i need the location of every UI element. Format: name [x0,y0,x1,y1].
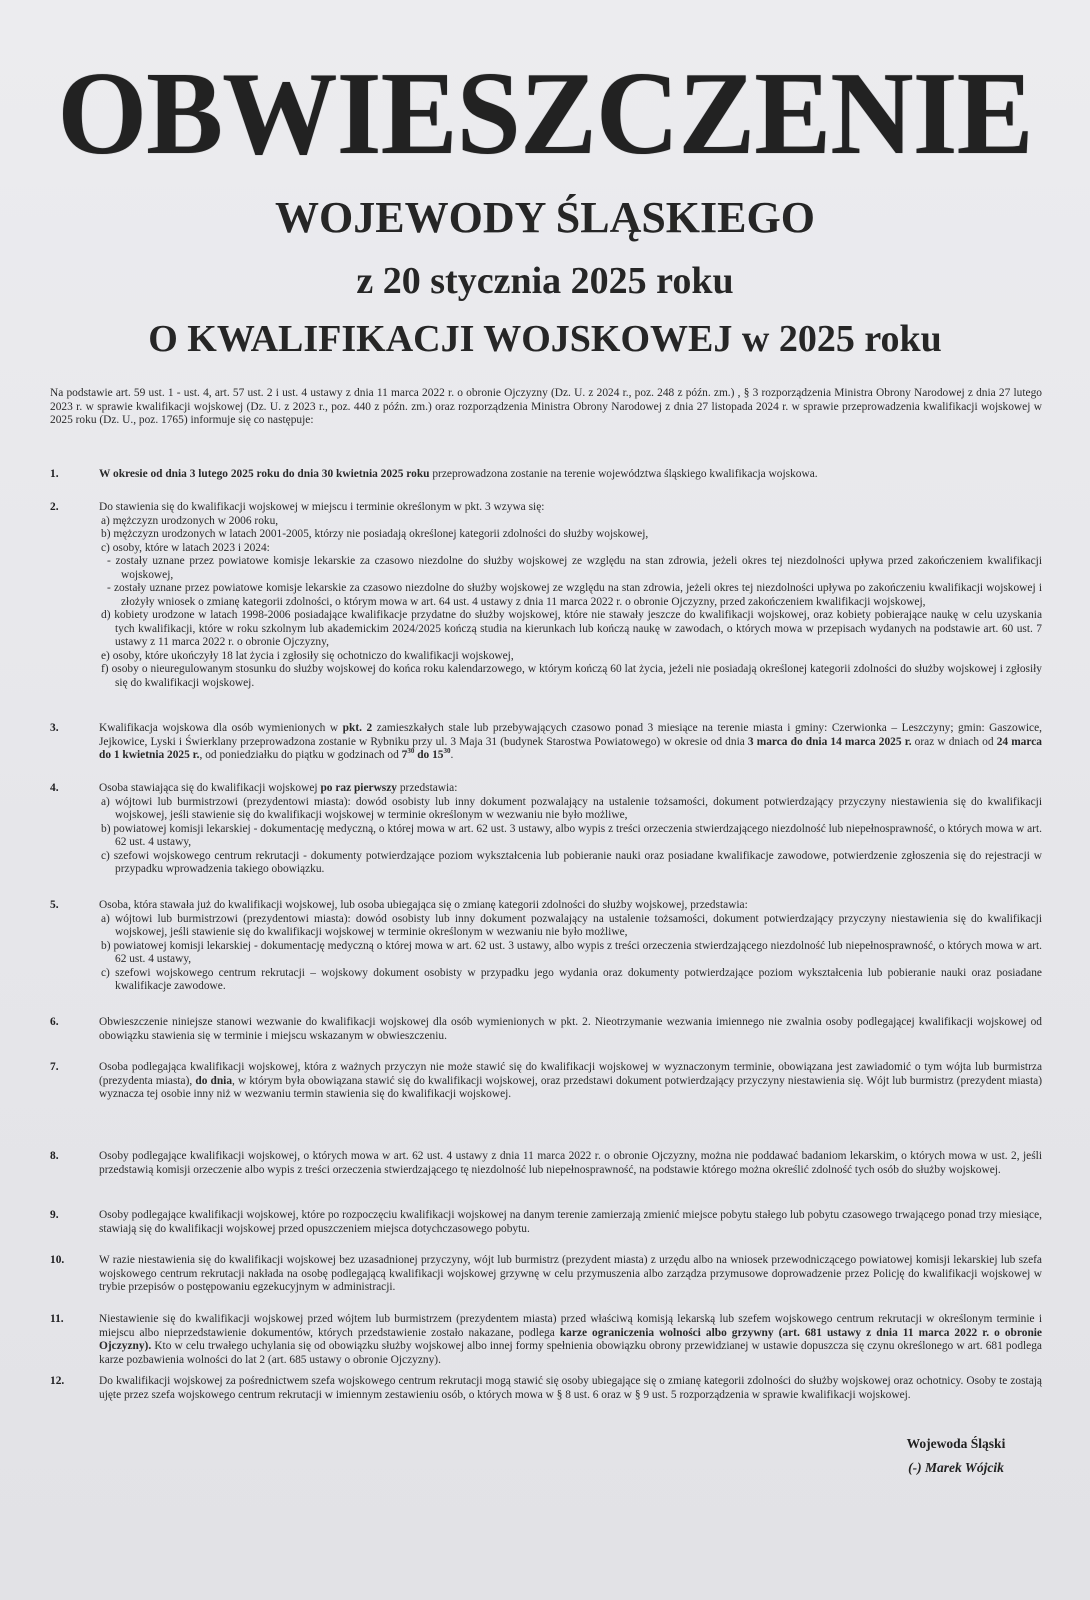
page-title: OBWIESZCZENIE [57,47,1033,179]
sub-item-b: b) powiatowej komisji lekarskiej - dokumentację medyczną o której mowa w art. 62 ust. 3 ustawy, albo wypis z treści orzeczenia stwierdzającego niezdolność lub niepełnosprawność, o których mowa w art. 62 ust. 4 ustawy, [101,939,1042,965]
item-number: 2. [50,501,59,513]
sub-item-f: f) osoby o nieuregulowanym stosunku do służby wojskowej do końca roku kalendarzowego, w którym kończą 60 lat życia, jeżeli nie posiadają określonej kategorii zdolności do służby wojskowej i zgłosiły się do kwalifikacji wojskowej. [101,663,1042,689]
legal-basis-intro: Na podstawie art. 59 ust. 1 - ust. 4, art. 57 ust. 2 i ust. 4 ustawy z dnia 11 marca 2022 r. o obronie Ojczyzny (Dz. U. z 2024 r., poz. 248 z późn. zm.) , § 3 rozporządzenia Ministra Obrony Narodowej z dnia 27 lutego 2023 r. w sprawie kwalifikacji wojskowej (Dz. U. z 2023 r., poz. 440 z późn. zm.) oraz rozporządzenia Ministra Obrony Narodowej z dnia 27 listopada 2024 r. w sprawie przeprowadzenia kwalifikacji wojskowej w 2025 roku (Dz. U., poz. 1765) informuje się co następuje: [50,387,1042,426]
issue-date: z 20 stycznia 2025 roku [356,260,734,302]
item-number: 9. [50,1209,59,1221]
item-number: 1. [50,468,59,480]
item-number: 11. [50,1313,64,1325]
sub-item-c: c) szefowi wojskowego centrum rekrutacji - dokumenty potwierdzające poziom wykształcenia lub pobieranie nauki oraz posiadane kwalifikacje zawodowe, potwierdzenie zgłoszenia się do rejestracji w przypadku wprowadzenia takiego obowiązku. [101,849,1042,875]
signature-block [856,1432,1056,1480]
hours-start: $7^{30}$ do $15^{30}$ [401,747,451,761]
topic-title: O KWALIFIKACJI WOJSKOWEJ w 2025 roku [148,318,942,360]
item-text: Kwalifikacja wojskowa dla osób wymienionych w pkt. 2 zamieszkałych stale lub przebywających czasowo ponad 3 miesiące na terenie miasta i gminy: Czerwionka – Leszczyny; gmin: Gaszowice, Jejkowice, Lyski i Świerklany przeprowadzona zostanie w Rybniku przy ul. 3 Maja 31 (budynek Starostwa Powiatowego) w okresie od dnia 3 marca do dnia 14 marca 2025 r. oraz w dniach od 24 marca do 1 kwietnia 2025 r., od poniedziałku do piątku w godzinach od $7^{30}$ do $15^{30}$. [99,722,1043,761]
item-number: 3. [50,722,59,734]
item-number: 4. [50,782,59,794]
sub-item-a: a) wójtowi lub burmistrzowi (prezydentowi miasta): dowód osobisty lub inny dokument pozwalający na ustalenie tożsamości, dokument potwierdzający przyczyny niestawienia się do kwalifikacji wojskowej, jeśli stawienie się do kwalifikacji wojskowej w terminie określonym w wezwaniu nie było możliwe, [101,795,1042,821]
item-text: Niestawienie się do kwalifikacji wojskowej przed wójtem lub burmistrzem (prezydentem miasta) przed właściwą komisją lekarską lub szefem wojskowego centrum rekrutacji w określonym terminie i miejscu albo nieprzedstawienie dokumentów, których przedstawienie zostało nakazane, podlega karze ograniczenia wolności albo grzywny (art. 681 ustawy z dnia 11 marca 2022 r. o obronie Ojczyzny). Kto w celu trwałego uchylania się od obowiązku służby wojskowej albo innej formy spełnienia obowiązku obrony przewidzianej w ustawie dopuszcza się czynu określonego w art. 681 podlega karze pozbawienia wolności do lat 2 (art. 685 ustawy o obronie Ojczyzny). [99,1313,1042,1366]
sub-item-c-dash-1: - zostały uznane przez powiatowe komisje lekarskie za czasowo niezdolne do służby wojskowej ze względu na stan zdrowia, jeżeli okres tej niezdolności upływa przed zakończeniem kwalifikacji wojskowej, [107,555,1042,581]
sub-item-a: a) mężczyzn urodzonych w 2006 roku, [101,514,279,527]
item-text: W razie niestawienia się do kwalifikacji wojskowej bez uzasadnionej przyczyny, wójt lub burmistrz (prezydent miasta) z urzędu albo na wniosek przewodniczącego powiatowej komisji lekarskiej lub szefa wojskowego centrum rekrutacji nakłada na osobę podlegającą kwalifikacji wojskowej grzywnę w celu przymuszenia albo zarządza przymusowe doprowadzenie przez Policję do kwalifikacji wojskowej w trybie przepisów o postępowaniu egzekucyjnym w administracji. [99,1254,1042,1293]
sub-item-a: a) wójtowi lub burmistrzowi (prezydentowi miasta): dowód osobisty lub inny dokument pozwalający na ustalenie tożsamości, dokument potwierdzający przyczyny niestawienia się do kwalifikacji wojskowej, jeśli stawienie się do kwalifikacji wojskowej w terminie określonym w wezwaniu nie było możliwe, [101,912,1042,938]
sub-item-d: d) kobiety urodzone w latach 1998-2006 posiadające kwalifikacje przydatne do służby wojskowej, które nie stawały jeszcze do kwalifikacji wojskowej, oraz kobiety pobierające naukę w celu uzyskania tych kwalifikacji, które w roku szkolnym lub akademickim 2024/2025 kończą studia na kierunkach lub kończą naukę w zawodach, o których mowa w przepisach wydanych na podstawie art. 60 ust. 7 ustawy z 11 marca 2022 r. o obronie Ojczyzny, [101,609,1042,648]
item-text: Osoba, która stawała już do kwalifikacji wojskowej, lub osoba ubiegająca się o zmianę kategorii zdolności do służby wojskowej, przedstawia: a) wójtowi lub burmistrzowi (prezydentowi miasta): dowód osobisty lub inny dokument pozwalający na ustalenie tożsamości, dokument potwierdzający przyczyny niestawienia się do kwalifikacji wojskowej, jeśli stawienie się do kwalifikacji wojskowej w terminie określonym w wezwaniu nie było możliwe, b) powiatowej komisji lekarskiej - dokumentację medyczną o której mowa w art. 62 ust. 3 ustawy, albo wypis z treści orzeczenia stwierdzającego niezdolność lub niepełnosprawność, o których mowa w art. 62 ust. 4 ustawy, c) szefowi wojskowego centrum rekrutacji – wojskowy dokument osobisty w przypadku jego wydania oraz dokumenty potwierdzające poziom wykształcenia lub pobieranie nauki oraz posiadane kwalifikacje zawodowe. [99,899,1042,992]
sub-item-c: c) szefowi wojskowego centrum rekrutacji – wojskowy dokument osobisty w przypadku jego wydania oraz dokumenty potwierdzające poziom wykształcenia lub pobieranie nauki oraz posiadane kwalifikacje zawodowe. [101,966,1042,992]
signatory-name: (-) Marek Wójcik [908,1460,1004,1475]
item-number: 12. [50,1375,65,1387]
item-text: Obwieszczenie niniejsze stanowi wezwanie do kwalifikacji wojskowej dla osób wymienionych w pkt. 2. Nieotrzymanie wezwania imiennego nie zwalnia osoby podlegającej kwalifikacji wojskowej od obowiązku stawienia się w terminie i miejscu wskazanym w obwieszczeniu. [99,1016,1042,1042]
item-number: 6. [50,1016,59,1028]
signatory-role: Wojewoda Śląski [906,1436,1006,1451]
item-text: W okresie od dnia 3 lutego 2025 roku do dnia 30 kwietnia 2025 roku przeprowadzona zostanie na terenie województwa śląskiego kwalifikacja wojskowa. [99,468,818,480]
item-text: Osoby podlegające kwalifikacji wojskowej, o których mowa w art. 62 ust. 4 ustawy z dnia 11 marca 2022 r. o obronie Ojczyzny, można nie poddawać badaniom lekarskim, o których mowa w ust. 2, jeśli przedstawią komisji orzeczenie albo wypis z treści orzeczenia stwierdzającego tę niezdolność lub niepełnosprawność, na podstawie którego można określić zdolność tych osób do służby wojskowej. [99,1150,1042,1176]
item-number: 8. [50,1150,59,1162]
item-text: Osoba podlegająca kwalifikacji wojskowej, która z ważnych przyczyn nie może stawić się do kwalifikacji wojskowej w wyznaczonym terminie, obowiązana jest zawiadomić o tym wójta lub burmistrza (prezydenta miasta), do dnia, w którym była obowiązana stawić się do kwalifikacji wojskowej, oraz przedstawi dokument potwierdzający przyczyny niestawienia się. Wójt lub burmistrz (prezydent miasta) wyznacza tej osobie inny niż w wezwaniu termin stawienia się do kwalifikacji wojskowej. [99,1061,1042,1100]
item-text: Osoby podlegające kwalifikacji wojskowej, które po rozpoczęciu kwalifikacji wojskowej na danym terenie zamierzają zmienić miejsce pobytu stałego lub pobytu czasowego trwającego ponad trzy miesiące, stawiają się do kwalifikacji wojskowej przed opuszczeniem miejsca dotychczasowego pobytu. [99,1209,1042,1235]
item-number: 7. [50,1061,59,1073]
item-number: 5. [50,899,59,911]
sub-item-b: b) mężczyzn urodzonych w latach 2001-2005, którzy nie posiadają określonej kategorii zdolności do służby wojskowej, [101,528,649,540]
sub-item-b: b) powiatowej komisji lekarskiej - dokumentację medyczną, o której mowa w art. 62 ust. 3 ustawy, albo wypis z treści orzeczenia stwierdzającego niezdolność lub niepełnosprawność, o których mowa w art. 62 ust. 4 ustawy, [101,822,1042,848]
issuer-title: WOJEWODY ŚLĄSKIEGO [275,193,815,242]
item-text: Do stawienia się do kwalifikacji wojskowej w miejscu i terminie określonym w pkt. 3 wzywa się: a) mężczyzn urodzonych w 2006 roku, b) mężczyzn urodzonych w latach 2001-2005, którzy nie posiadają określonej kategorii zdolności do służby wojskowej, c) osoby, które w latach 2023 i 2024: - zostały uznane przez powiatowe komisje lekarskie za czasowo niezdolne do służby wojskowej ze względu na stan zdrowia, jeżeli okres tej niezdolności upływa przed zakończeniem kwalifikacji wojskowej, - zostały uznane przez powiatowe komisje lekarskie za czasowo niezdolne do służby wojskowej ze względu na stan zdrowia, jeżeli okres tej niezdolności upływa po zakończeniu kwalifikacji wojskowej i złożyły wniosek o zmianę kategorii zdolności, o którym mowa w art. 64 ust. 4 ustawy z dnia 11 marca 2022 r. o obronie Ojczyzny, przed zakończeniem kwalifikacji wojskowej, d) kobiety urodzone w latach 1998-2006 posiadające kwalifikacje przydatne do służby wojskowej, które nie stawały jeszcze do kwalifikacji wojskowej, oraz kobiety pobierające naukę w celu uzyskania tych kwalifikacji, które w roku szkolnym lub akademickim 2024/2025 kończą studia na kierunkach lub kończą naukę w zawodach, o których mowa w przepisach wydanych na podstawie art. 60 ust. 7 ustawy z 11 marca 2022 r. o obronie Ojczyzny, e) osoby, które ukończyły 18 lat życia i zgłosiły się ochotniczo do kwalifikacji wojskowej, f) osoby o nieuregulowanym stosunku do służby wojskowej do końca roku kalendarzowego, w którym kończą 60 lat życia, jeżeli nie posiadają określonej kategorii zdolności do służby wojskowej i zgłosiły się do kwalifikacji wojskowej. [99,501,1042,689]
item-number: 10. [50,1254,65,1266]
sub-item-c-dash-2: - zostały uznane przez powiatowe komisje lekarskie za czasowo niezdolne do służby wojskowej ze względu na stan zdrowia, jeżeli okres tej niezdolności upływa po zakończeniu kwalifikacji wojskowej i złożyły wniosek o zmianę kategorii zdolności, o którym mowa w art. 64 ust. 4 ustawy z dnia 11 marca 2022 r. o obronie Ojczyzny, przed zakończeniem kwalifikacji wojskowej, [107,582,1042,608]
item-text: Do kwalifikacji wojskowej za pośrednictwem szefa wojskowego centrum rekrutacji mogą stawić się osoby ubiegające się o zmianę kategorii zdolności do służby wojskowej oraz ochotnicy. Osoby te zostają ujęte przez szefa wojskowego centrum rekrutacji w imiennym zestawieniu osób, o których mowa w § 8 ust. 6 oraz w § 9 ust. 5 rozporządzenia w sprawie kwalifikacji wojskowej. [99,1375,1042,1401]
item-text: Osoba stawiająca się do kwalifikacji wojskowej po raz pierwszy przedstawia: a) wójtowi lub burmistrzowi (prezydentowi miasta): dowód osobisty lub inny dokument pozwalający na ustalenie tożsamości, dokument potwierdzający przyczyny niestawienia się do kwalifikacji wojskowej, jeśli stawienie się do kwalifikacji wojskowej w terminie określonym w wezwaniu nie było możliwe, b) powiatowej komisji lekarskiej - dokumentację medyczną, o której mowa w art. 62 ust. 3 ustawy, albo wypis z treści orzeczenia stwierdzającego niezdolność lub niepełnosprawność, o których mowa w art. 62 ust. 4 ustawy, c) szefowi wojskowego centrum rekrutacji - dokumenty potwierdzające poziom wykształcenia lub pobieranie nauki oraz posiadane kwalifikacje zawodowe, potwierdzenie zgłoszenia się do rejestracji w przypadku wprowadzenia takiego obowiązku. [99,782,1042,875]
sub-item-e: e) osoby, które ukończyły 18 lat życia i zgłosiły się ochotniczo do kwalifikacji wojskowej, [101,649,514,662]
sub-item-c: c) osoby, które w latach 2023 i 2024: [101,541,270,554]
